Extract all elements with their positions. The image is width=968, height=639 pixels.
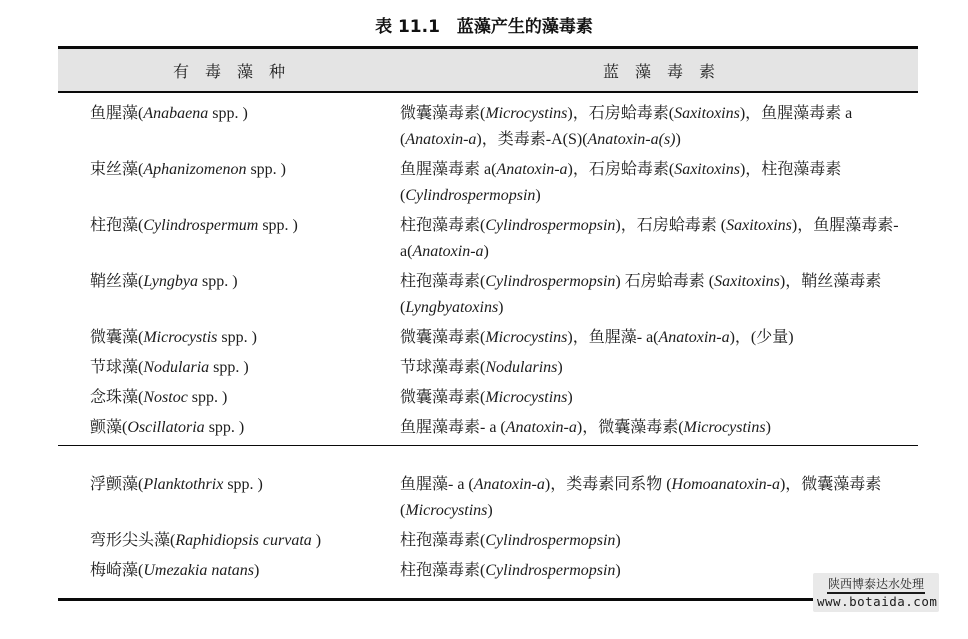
- table-row: [58, 325, 918, 351]
- watermark-company-name: 陕西博泰达水处理: [827, 577, 925, 594]
- toxin-table: [58, 46, 918, 601]
- table-row: [58, 213, 918, 265]
- header-species-column: 有 毒 藻 种: [172, 63, 285, 81]
- watermark-url: www.botaida.com: [817, 594, 938, 609]
- species-cell: 节球藻(Nodularia spp. ): [90, 359, 249, 376]
- toxins-cell: 微囊藻毒素(Microcystins)，石房蛤毒素(Saxitoxins)，鱼腥藻毒素 a (Anatoxin-a)，类毒素-A(S)(Anatoxin-a(s)): [400, 105, 853, 148]
- toxins-cell: 鱼腥藻毒素 a(Anatoxin-a)，石房蛤毒素(Saxitoxins)，柱孢藻毒素(Cylindrospermopsin): [400, 161, 842, 204]
- header-toxins-column: 蓝 藻 毒 素: [602, 63, 715, 81]
- species-cell: 鞘丝藻(Lyngbya spp. ): [90, 273, 238, 290]
- table-row: [58, 415, 918, 441]
- table-row: [58, 101, 918, 153]
- table-row: [58, 385, 918, 411]
- table-body-group-1: [58, 93, 918, 441]
- species-cell: 念珠藻(Nostoc spp. ): [90, 389, 228, 406]
- toxins-cell: 柱孢藻毒素(Cylindrospermopsin)，石房蛤毒素 (Saxitoxins)，鱼腥藻毒素- a(Anatoxin-a): [400, 217, 899, 260]
- toxins-cell: 节球藻毒素(Nodularins): [400, 359, 563, 376]
- species-cell: 颤藻(Oscillatoria spp. ): [90, 419, 245, 436]
- species-cell: 梅崎藻(Umezakia natans): [90, 562, 260, 579]
- table-row: [58, 269, 918, 321]
- species-cell: 微囊藻(Microcystis spp. ): [90, 329, 257, 346]
- table-row: [58, 355, 918, 381]
- table-title: 表 11.1 蓝藻产生的藻毒素: [375, 17, 593, 37]
- table-row: [58, 528, 918, 554]
- table-row: [58, 558, 918, 584]
- toxins-cell: 微囊藻毒素(Microcystins): [400, 389, 573, 406]
- toxins-cell: 柱孢藻毒素(Cylindrospermopsin) 石房蛤毒素 (Saxitoxins)，鞘丝藻毒素(Lyngbyatoxins): [400, 273, 882, 316]
- species-cell: 鱼腥藻(Anabaena spp. ): [90, 105, 248, 122]
- table-body-group-2: [58, 446, 918, 598]
- watermark-box: [813, 573, 939, 612]
- toxins-cell: 微囊藻毒素(Microcystins)，鱼腥藻- a(Anatoxin-a)，(少量): [400, 329, 794, 346]
- table-header-row: [58, 46, 918, 93]
- toxins-cell: 鱼腥藻毒素- a (Anatoxin-a)，微囊藻毒素(Microcystins): [400, 419, 771, 436]
- species-cell: 柱孢藻(Cylindrospermum spp. ): [90, 217, 298, 234]
- species-cell: 浮颤藻(Planktothrix spp. ): [90, 476, 263, 493]
- table-row: [58, 472, 918, 524]
- toxins-cell: 柱孢藻毒素(Cylindrospermopsin): [400, 532, 621, 549]
- species-cell: 弯形尖头藻(Raphidiopsis curvata ): [90, 532, 322, 549]
- table-row: [58, 157, 918, 209]
- toxins-cell: 柱孢藻毒素(Cylindrospermopsin): [400, 562, 621, 579]
- species-cell: 束丝藻(Aphanizomenon spp. ): [90, 161, 287, 178]
- toxins-cell: 鱼腥藻- a (Anatoxin-a)，类毒素同系物 (Homoanatoxin-a)，微囊藻毒素(Microcystins): [400, 476, 882, 519]
